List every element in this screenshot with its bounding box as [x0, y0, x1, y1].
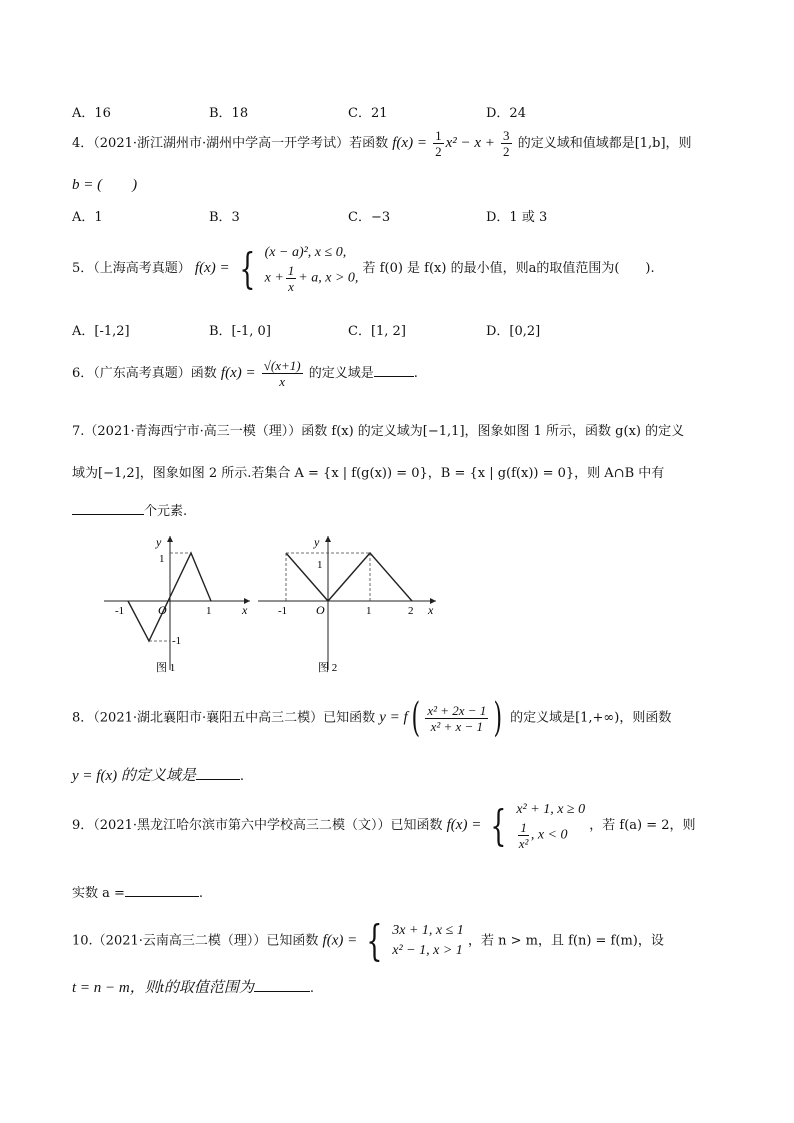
q8-num: x² + 2x − 1: [427, 702, 487, 718]
q6-end: .: [413, 366, 418, 381]
q10-suffix: ，若 n > m，且 f(n) = f(m)，设: [467, 933, 664, 949]
q5-cases: [265, 243, 359, 294]
q4-option-d: D．1 或 3: [486, 210, 548, 225]
q10-prefix: 10.（2021·云南高三二模（理））已知函数: [72, 933, 319, 949]
figure-1: [98, 530, 258, 675]
q10-case1: 3x + 1, x ≤ 1: [392, 923, 464, 938]
q4-half-den: 2: [435, 144, 442, 159]
fig1-tick-1: 1: [206, 605, 212, 617]
fig2-caption: 图 2: [318, 662, 338, 674]
q5-option-d: D．[0,2]: [486, 324, 541, 339]
q6-suffix: 的定义域是: [308, 366, 374, 381]
q9-prefix: 9．（2021·黑龙江哈尔滨市第六中学校高三二模（文））已知函数: [72, 818, 443, 833]
q4-fx: f(x) =: [392, 135, 427, 151]
fig2-y-label: y: [314, 535, 320, 549]
q8-rparen: ): [493, 695, 503, 741]
fig2-tick-1: 1: [366, 605, 372, 617]
q8-lparen: (: [411, 695, 420, 741]
q9-fx: f(x) =: [446, 817, 482, 833]
q8-yf: y = f: [379, 709, 408, 726]
q9-line2: [72, 882, 203, 901]
q5-case2b: + a, x > 0,: [298, 270, 359, 286]
fig2-x-label: x: [428, 603, 434, 617]
q5-fx: f(x) =: [194, 260, 230, 276]
q4-half-num: 1: [435, 128, 442, 143]
q5-prefix: 5．（上海高考真题）: [72, 261, 191, 276]
q4-b-equals: b = ( ): [72, 177, 138, 193]
q10-end: .: [309, 981, 315, 996]
q3-option-a: A．16: [72, 106, 111, 121]
q9-case2-num: 1: [520, 820, 527, 835]
q7-answer-blank[interactable]: [72, 502, 144, 515]
q9-suffix: ，若 f(a) = 2，则: [589, 818, 696, 833]
q3-option-d: D．24: [486, 106, 526, 121]
q6-fx: f(x) =: [220, 365, 256, 381]
q7-line2: 域为[−1,2]，图象如图 2 所示.若集合 A = {x | f(g(x)) = 0}，B = {x | g(f(x)) = 0}，则 A∩B 中有: [72, 466, 665, 481]
q10-line2-text: t = n − m，则t的取值范围为: [72, 980, 254, 996]
q9-case2-den: x²: [518, 836, 529, 851]
q9-brace: {: [490, 800, 507, 850]
q10-answer-blank[interactable]: [254, 979, 310, 992]
q8-end: .: [239, 769, 244, 784]
q6-num: √(x+1): [263, 358, 301, 373]
q3-option-b: B．18: [209, 106, 249, 121]
q4-tq-num: 3: [503, 128, 510, 143]
q5-case2a: x +: [264, 270, 284, 286]
q5-option-a: A．[-1,2]: [72, 324, 130, 339]
q6-prefix: 6．（广东高考真题）函数: [72, 366, 217, 381]
q5-stem: [72, 243, 655, 294]
q3-option-c: C．21: [348, 106, 388, 121]
q10-case2: x² − 1, x > 1: [392, 943, 463, 958]
fig2-y-arrow: [325, 536, 331, 542]
q6-answer-blank[interactable]: [374, 364, 414, 377]
fig2-graph: [286, 553, 412, 601]
q10-stem: [72, 916, 664, 965]
q8-suffix: 的定义域是[1,+∞)，则函数: [510, 710, 672, 726]
q4-stem: [72, 128, 692, 159]
q4-option-a: A．1: [72, 210, 103, 225]
q6-stem: [72, 358, 418, 389]
fig1-origin-label: O: [158, 603, 167, 617]
q9-line2-text: 实数 a =: [72, 886, 125, 901]
q9-stem: [72, 800, 696, 851]
q9-case2-fraction: [518, 820, 529, 851]
q4-line2: [72, 173, 137, 194]
q4-tq-den: 2: [503, 144, 510, 159]
q8-fraction: [425, 703, 488, 734]
q8-line2-text: y = f(x) 的定义域是: [72, 768, 196, 784]
fig1-tick-neg1: -1: [115, 605, 125, 617]
q4-option-b: B．3: [209, 210, 240, 225]
q9-case2: [516, 820, 585, 851]
q7-line3-text: 个元素.: [144, 504, 188, 519]
q5-case1: (x − a)², x ≤ 0,: [264, 245, 347, 260]
q5-case2: [265, 263, 359, 294]
q5-option-b: B．[-1, 0]: [209, 324, 271, 339]
q4-suffix: 的定义域和值域都是[1,b]，则: [517, 136, 692, 151]
fig1-tick-bottom: -1: [172, 635, 182, 647]
fig1-y-label: y: [156, 535, 162, 549]
q5-option-c: C．[1, 2]: [348, 324, 406, 339]
q6-fraction: [262, 358, 303, 389]
q8-answer-blank[interactable]: [196, 767, 240, 780]
q8-line2: [72, 764, 244, 785]
figure-2: [256, 530, 442, 675]
q8-prefix: 8．（2021·湖北襄阳市·襄阳五中高三二模）已知函数: [72, 710, 376, 726]
q5-case2-den: x: [288, 279, 294, 294]
q9-cases: [516, 800, 585, 851]
q8-stem: [72, 695, 672, 741]
fig2-tick-top: 1: [317, 559, 323, 571]
q4-prefix: 4．（2021·浙江湖州市·湖州中学高一开学考试）若函数: [72, 136, 389, 151]
q6-den: x: [279, 374, 286, 389]
q5-suffix: 若 f(0) 是 f(x) 的最小值，则a的取值范围为( ).: [362, 261, 655, 276]
q9-end: .: [198, 886, 204, 901]
q9-case1: x² + 1, x ≥ 0: [516, 802, 586, 817]
q4-half-fraction: [433, 128, 444, 159]
q7-line1: 7.（2021·青海西宁市·高三一模（理））函数 f(x) 的定义域为[−1,1]，图象如图 1 所示，函数 g(x) 的定义: [72, 424, 685, 439]
q8-den: x² + x − 1: [430, 718, 484, 734]
q5-case2-fraction: [286, 263, 297, 294]
q10-cases: [392, 921, 464, 961]
fig2-origin-label: O: [316, 603, 325, 617]
q9-case2b: , x < 0: [530, 827, 568, 843]
fig1-tick-top: 1: [159, 553, 165, 565]
q7-line3: [72, 500, 187, 519]
q4-threehalf-fraction: [501, 128, 512, 159]
q5-brace: {: [239, 243, 256, 293]
fig1-x-label: x: [242, 603, 248, 617]
q9-answer-blank[interactable]: [125, 884, 199, 897]
q10-line2: [72, 976, 314, 997]
q4-option-c: C．−3: [348, 210, 391, 225]
fig2-tick-2: 2: [408, 605, 414, 617]
q10-brace: {: [366, 916, 383, 965]
q5-case2-num: 1: [287, 263, 295, 278]
q10-fx: f(x) =: [322, 932, 358, 949]
fig1-caption: 图 1: [156, 662, 176, 674]
q4-mid: x² − x +: [445, 135, 495, 151]
fig2-tick-neg1: -1: [278, 605, 288, 617]
fig1-y-arrow: [167, 536, 173, 542]
